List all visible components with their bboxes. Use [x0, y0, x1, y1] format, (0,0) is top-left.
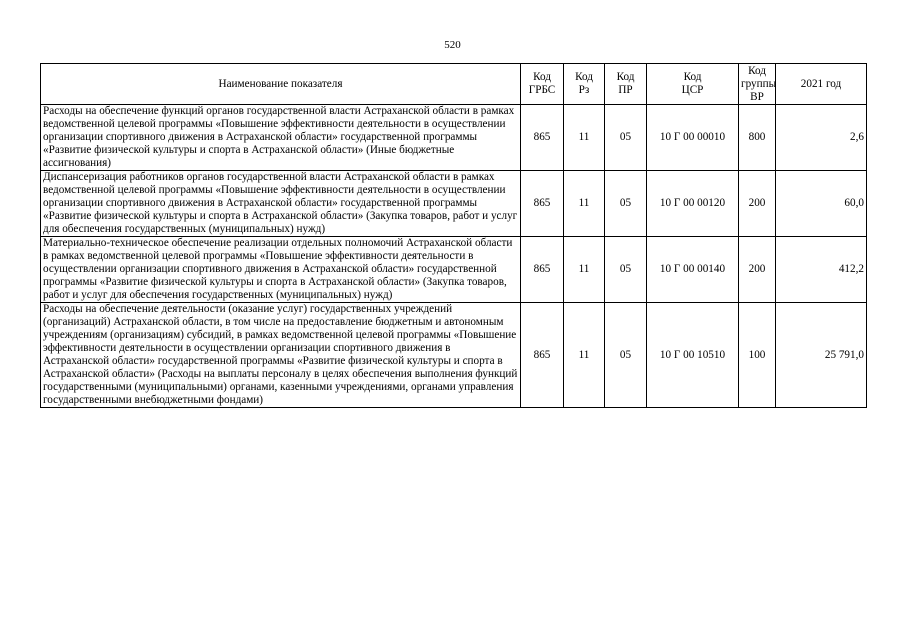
budget-table [40, 63, 867, 408]
header-csr [647, 64, 739, 105]
table-row [41, 105, 867, 171]
row-pr: 05 [605, 303, 647, 408]
row-amount: 60,0 [776, 171, 867, 237]
row-pr: 05 [605, 105, 647, 171]
row-vr: 200 [739, 237, 776, 303]
table-row [41, 237, 867, 303]
table-row [41, 303, 867, 408]
header-grbs [521, 64, 564, 105]
header-vr-line1: Код [748, 64, 766, 77]
header-row [41, 64, 867, 105]
row-pr: 05 [605, 171, 647, 237]
row-vr: 800 [739, 105, 776, 171]
row-name: Материально-техническое обеспечение реализации отдельных полномочий Астраханской области в рамках ведомственной целевой программы «Повышение эффективности деятельности в осуществлении организации спортивного движения в Астраханской области» государственной программы «Развитие физической культуры и спорта в Астраханской области» (Закупка товаров, работ и услуг для обеспечения государственных (муниципальных) нужд) [41, 237, 521, 303]
header-grbs-line2: ГРБС [528, 84, 556, 96]
header-csr-line1: Код [683, 71, 702, 83]
header-pr-line1: Код [616, 71, 635, 83]
row-vr: 100 [739, 303, 776, 408]
row-csr: 10 Г 00 10510 [647, 303, 739, 408]
row-amount: 25 791,0 [776, 303, 867, 408]
row-vr: 200 [739, 171, 776, 237]
header-year: 2021 год [776, 64, 867, 105]
row-name: Расходы на обеспечение деятельности (оказание услуг) государственных учреждений (организаций) Астраханской области, в том числе на предоставление бюджетным и автономным учреждениям (организациям) субсидий, в рамках ведомственной целевой программы «Повышение эффективности деятельности в осуществлении организации спортивного движения в Астраханской области» государственной программы «Развитие физической культуры и спорта в Астраханской области» (Расходы на выплаты персоналу в целях обеспечения выполнения функций государственными (муниципальными) органами, казенными учреждениями, органами управления государственными внебюджетными фондами) [41, 303, 521, 408]
row-name: Расходы на обеспечение функций органов государственной власти Астраханской области в рамках ведомственной целевой программы «Повышение эффективности деятельности в осуществлении организации спортивного движения в Астраханской области» государственной программы «Развитие физической культуры и спорта в Астраханской области» (Иные бюджетные ассигнования) [41, 105, 521, 171]
header-rz-line1: Код [575, 71, 593, 83]
row-csr: 10 Г 00 00140 [647, 237, 739, 303]
row-amount: 2,6 [776, 105, 867, 171]
row-csr: 10 Г 00 00010 [647, 105, 739, 171]
row-rz: 11 [564, 171, 605, 237]
header-rz-line2: Рз [578, 84, 590, 96]
row-grbs: 865 [521, 171, 564, 237]
table-row [41, 171, 867, 237]
page-number: 520 [444, 39, 461, 51]
row-name: Диспансеризация работников органов государственной власти Астраханской области в рамках ведомственной целевой программы «Повышение эффективности деятельности в осуществлении организации спортивного движения в Астраханской области» государственной программы «Развитие физической культуры и спорта в Астраханской области» (Закупка товаров, работ и услуг для обеспечения государственных (муниципальных) нужд) [41, 171, 521, 237]
row-csr: 10 Г 00 00120 [647, 171, 739, 237]
header-vr-line2: группы [741, 77, 777, 90]
header-vr-line3: ВР [750, 90, 764, 103]
header-name: Наименование показателя [41, 64, 521, 105]
header-pr-line2: ПР [618, 84, 633, 96]
row-grbs: 865 [521, 237, 564, 303]
row-rz: 11 [564, 105, 605, 171]
header-rz [564, 64, 605, 105]
row-pr: 05 [605, 237, 647, 303]
row-grbs: 865 [521, 303, 564, 408]
row-grbs: 865 [521, 105, 564, 171]
header-grbs-line1: Код [533, 71, 551, 83]
row-rz: 11 [564, 237, 605, 303]
header-csr-line2: ЦСР [681, 84, 704, 96]
row-rz: 11 [564, 303, 605, 408]
header-pr [605, 64, 647, 105]
row-amount: 412,2 [776, 237, 867, 303]
header-vr [739, 64, 776, 105]
